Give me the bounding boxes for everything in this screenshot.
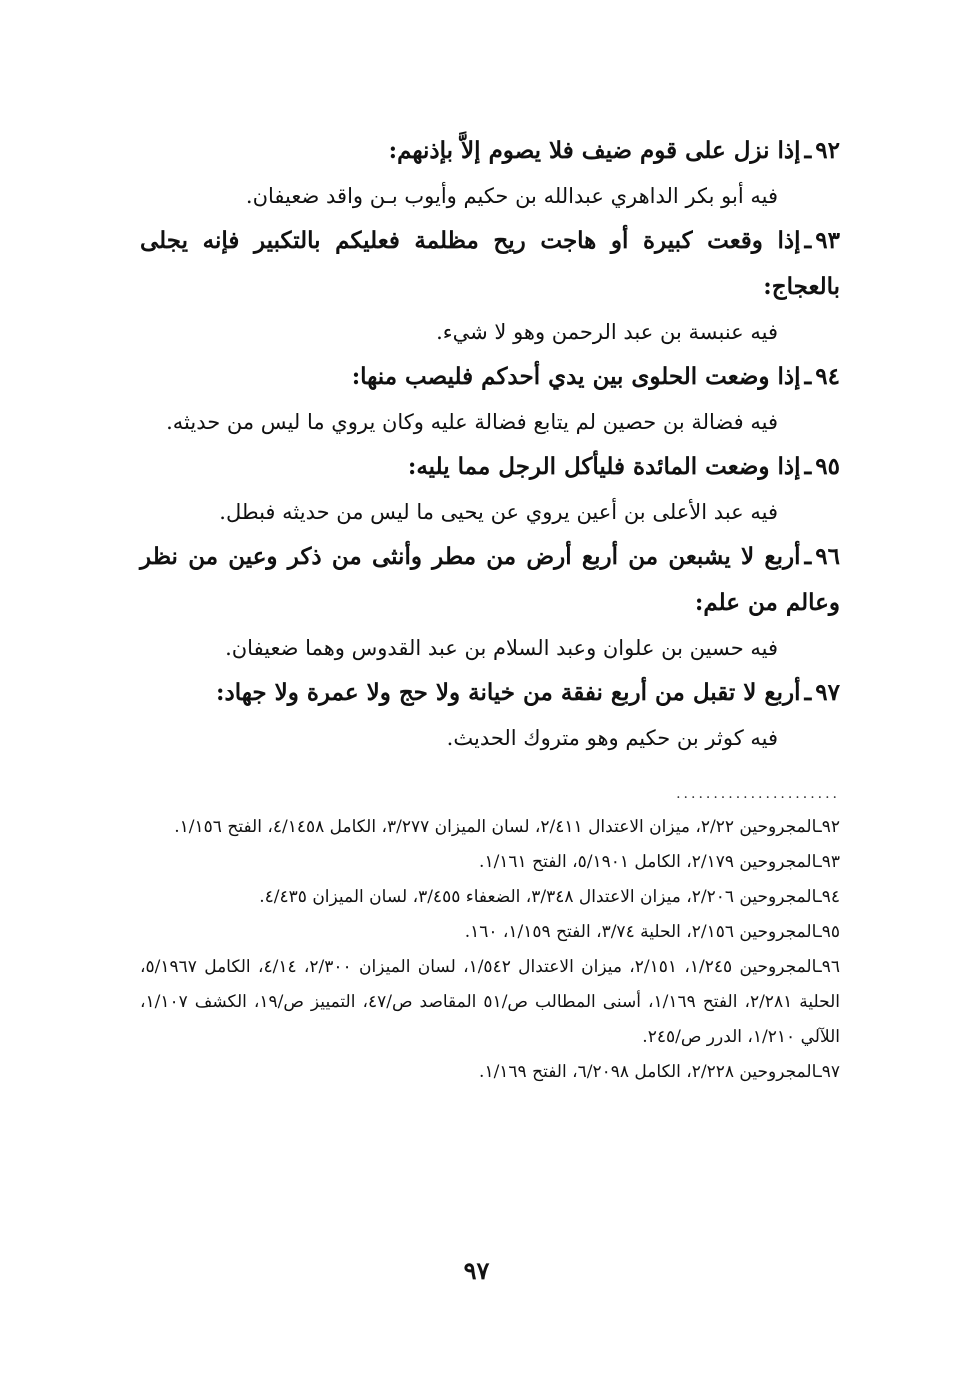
hadith-entry-96: [140, 534, 840, 670]
hadith-number: ٩٢: [815, 137, 840, 164]
hadith-heading: [140, 128, 840, 174]
hadith-text: إذا وضعت الحلوى بين يدي أحدكم فليصب منها:: [351, 363, 801, 390]
hadith-number: ٩٣: [815, 227, 840, 254]
footnote-95: [140, 915, 840, 950]
hadith-number: ٩٦: [815, 543, 840, 570]
footnote-text: المجروحين ٢/٢٢٨، الكامل ٦/٢٠٩٨، الفتح ١/١٦٩.: [479, 1062, 817, 1082]
footnote-94: [140, 880, 840, 915]
hadith-heading: [140, 534, 840, 626]
footnote-text: المجروحين ٢/٢٠٦، ميزان الاعتدال ٣/٣٤٨، الضعفاء ٣/٤٥٥، لسان الميزان ٤/٤٣٥.: [259, 887, 817, 907]
footnote-text: المجروحين ٢/١٧٩، الكامل ٥/١٩٠١، الفتح ١/١٦١.: [479, 852, 817, 872]
footnote-number: ٩٤: [821, 887, 840, 907]
hadith-heading: [140, 670, 840, 716]
hadith-commentary: فيه عنبسة بن عبد الرحمن وهو لا شيء.: [436, 320, 778, 344]
footnote-text: المجروحين ٢/١٥٦، الحلية ٣/٧٤، الفتح ١/١٥٩، ١٦٠.: [464, 922, 817, 942]
hadith-commentary: فيه أبو بكر الداهري عبدالله بن حكيم وأيوب بـن واقد ضعيفان.: [245, 184, 778, 208]
hadith-number: ٩٤: [815, 363, 840, 390]
hadith-heading: [140, 444, 840, 490]
hadith-heading: [140, 218, 840, 310]
hadith-commentary: فيه فضالة بن حصين لم يتابع فضالة عليه وكان يروي ما ليس من حديثه.: [166, 410, 778, 434]
dash-separator: ـ: [804, 679, 812, 706]
dash-separator: ـ: [804, 453, 812, 480]
hadith-number: ٩٥: [815, 453, 840, 480]
hadith-text: إذا وضعت المائدة فليأكل الرجل مما يليه:: [407, 453, 801, 480]
hadith-entry-97: [140, 670, 840, 760]
hadith-number: ٩٧: [815, 679, 840, 706]
dash-separator: ـ: [816, 922, 822, 942]
footnote-96: [140, 950, 840, 1055]
footnote-text: المجروحين ١/٢٤٥، ٢/١٥١، ميزان الاعتدال ١/٥٤٢، لسان الميزان ٢/٣٠٠، ٤/١٤، الكامل ٥/١٩٦٧، الحلية ٢/٢٨١، الفتح ١/١٦٩، أسنى المطالب ص/٥١ المقاصد ص/٤٧، التمييز ص/١٩، الكشف ١/١٠٧، اللآلي ١/٢١٠، الدرر ص/٢٤٥.: [140, 957, 840, 1047]
hadith-entry-92: [140, 128, 840, 218]
hadith-commentary: فيه عبد الأعلى بن أعين يروي عن يحيى ما ليس من حديثه فبطل.: [219, 500, 778, 524]
footnote-92: [140, 810, 840, 845]
dash-separator: ـ: [816, 957, 822, 977]
dash-separator: ـ: [816, 817, 822, 837]
dash-separator: ـ: [804, 227, 812, 254]
hadith-commentary: فيه حسين بن علوان وعبد السلام بن عبد القدوس وهما ضعيفان.: [225, 636, 778, 660]
page-number: ٩٧: [463, 1256, 490, 1285]
footnotes: [140, 810, 840, 1090]
footnote-number: ٩٧: [821, 1062, 840, 1082]
dash-separator: ـ: [804, 363, 812, 390]
footnote-text: المجروحين ٢/٢٢، ميزان الاعتدال ٢/٤١١، لسان الميزان ٣/٢٧٧، الكامل ٤/١٤٥٨، الفتح ١/١٥٦.: [174, 817, 817, 837]
hadith-entry-94: [140, 354, 840, 444]
footnote-number: ٩٢: [821, 817, 840, 837]
hadith-heading: [140, 354, 840, 400]
hadith-text: إذا نزل على قوم ضيف فلا يصوم إلاَّ بإذنهم:: [388, 137, 801, 164]
page-body: [140, 128, 840, 1090]
hadith-text: أربع لا تقبل من أربع نفقة من خيانة ولا حج ولا عمرة ولا جهاد:: [216, 679, 801, 706]
dash-separator: ـ: [816, 887, 822, 907]
footnote-separator: ......................: [676, 788, 840, 800]
hadith-text: إذا وقعت كبيرة أو هاجت ريح مظلمة فعليكم بالتكبير فإنه يجلى بالعجاج:: [140, 227, 840, 300]
footnote-93: [140, 845, 840, 880]
hadith-commentary: فيه كوثر بن حكيم وهو متروك الحديث.: [446, 726, 778, 750]
footnote-number: ٩٦: [821, 957, 841, 977]
hadith-entry-93: [140, 218, 840, 354]
footnote-number: ٩٥: [821, 922, 840, 942]
hadith-text: أربع لا يشبعن من أربع أرض من مطر وأنثى من ذكر وعين من نظر وعالم من علم:: [140, 543, 840, 616]
footnote-number: ٩٣: [821, 852, 840, 872]
dash-separator: ـ: [816, 852, 822, 872]
dash-separator: ـ: [804, 543, 812, 570]
dash-separator: ـ: [804, 137, 812, 164]
footnote-97: [140, 1055, 840, 1090]
dash-separator: ـ: [816, 1062, 822, 1082]
hadith-entry-95: [140, 444, 840, 534]
